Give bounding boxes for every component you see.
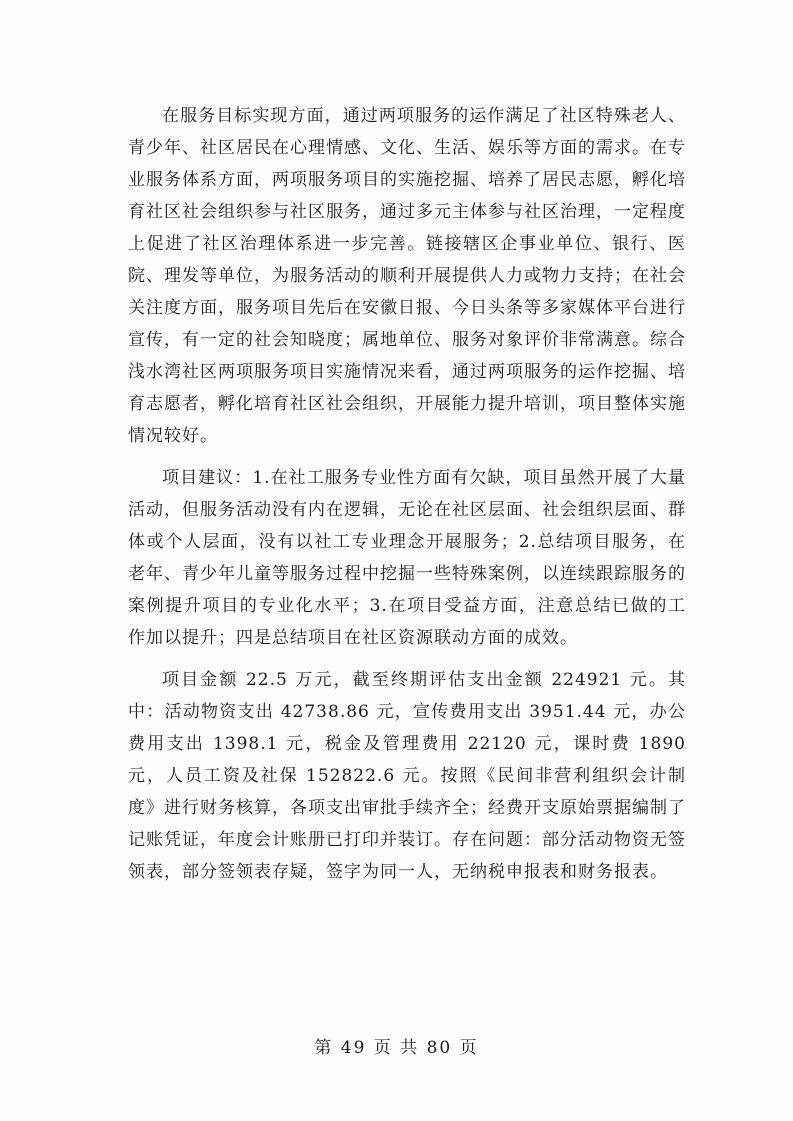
- paragraph-project-suggestions: 项目建议：1.在社工服务专业性方面有欠缺，项目虽然开展了大量活动，但服务活动没有内在逻辑，无论在社区层面、社会组织层面、群体或个人层面，没有以社工专业理念开展服务；2.总结项目服务，在老年、青少年儿童等服务过程中挖掘一些特殊案例，以连续跟踪服务的案例提升项目的专业化水平；3.在项目受益方面，注意总结已做的工作加以提升；四是总结项目在社区资源联动方面的成效。: [128, 468, 686, 648]
- paragraph-service-goals: 在服务目标实现方面，通过两项服务的运作满足了社区特殊老人、青少年、社区居民在心理情感、文化、生活、娱乐等方面的需求。在专业服务体系方面，两项服务项目的实施挖掘、培养了居民志愿，孵化培育社区社会组织参与社区服务，通过多元主体参与社区治理，一定程度上促进了社区治理体系进一步完善。链接辖区企事业单位、银行、医院、理发等单位，为服务活动的顺利开展提供人力或物力支持；在社会关注度方面，服务项目先后在安徽日报、今日头条等多家媒体平台进行宣传，有一定的社会知晓度；属地单位、服务对象评价非常满意。综合浅水湾社区两项服务项目实施情况来看，通过两项服务的运作挖掘、培育志愿者，孵化培育社区社会组织，开展能力提升培训，项目整体实施情况较好。: [128, 106, 686, 446]
- page-number-footer: 第 49 页 共 80 页: [314, 1038, 479, 1058]
- document-body: [128, 100, 686, 898]
- paragraph-project-finance: 项目金额 22.5 万元，截至终期评估支出金额 224921 元。其中：活动物资支出 42738.86 元，宣传费用支出 3951.44 元，办公费用支出 1398.1 元，税金及管理费用 22120 元，课时费 1890 元，人员工资及社保 152822.6 元。按照《民间非营利组织会计制度》进行财务核算，各项支出审批手续齐全；经费开支原始票据编制了记账凭证，年度会计账册已打印并装订。存在问题：部分活动物资无签领表，部分签领表存疑，签字为同一人，无纳税申报表和财务报表。: [128, 670, 686, 882]
